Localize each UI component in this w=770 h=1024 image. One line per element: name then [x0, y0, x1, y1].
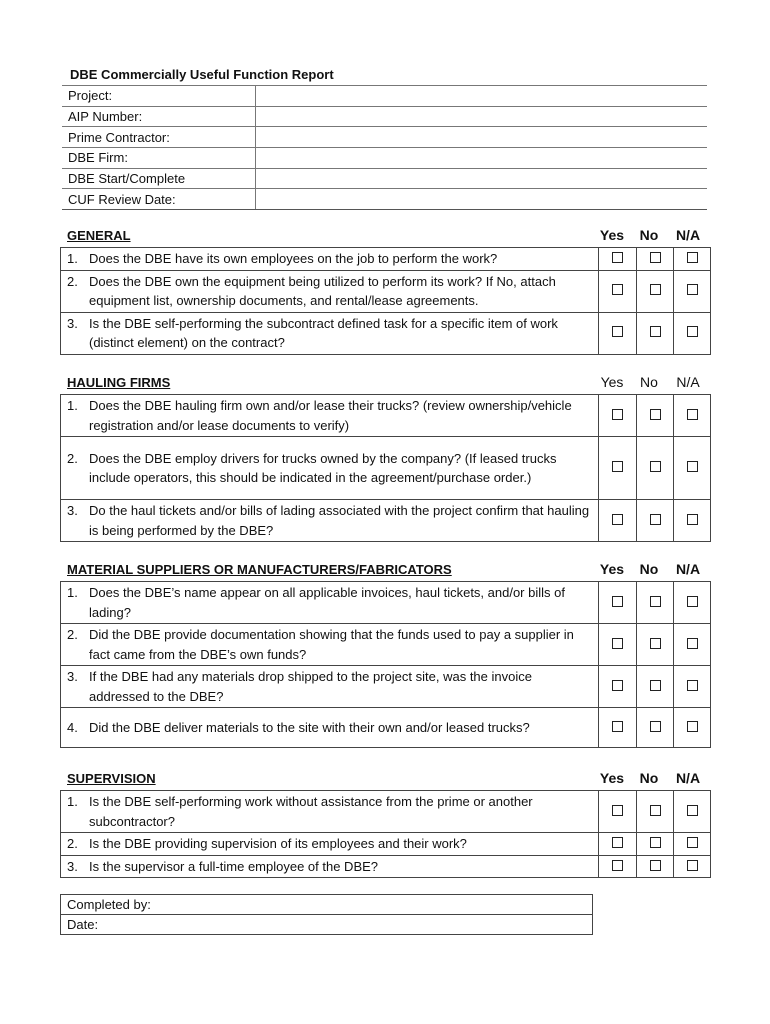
yes-checkbox[interactable]: [612, 514, 623, 525]
question-row: [61, 582, 711, 624]
na-checkbox[interactable]: [687, 409, 698, 420]
question-number: 3.: [67, 315, 78, 331]
no-checkbox[interactable]: [650, 514, 661, 525]
completion-table: [60, 894, 593, 935]
no-checkbox[interactable]: [650, 461, 661, 472]
no-checkbox[interactable]: [650, 837, 661, 848]
info-label-prime: Prime Contractor:: [62, 127, 256, 148]
question-row: [61, 248, 711, 271]
question-text: Does the DBE have its own employees on the job to perform the work?: [89, 251, 498, 266]
question-text: Is the DBE self-performing the subcontract defined task for a specific item of work (distinct element) on the contract?: [89, 315, 558, 350]
question-row: [61, 395, 711, 437]
question-row: [61, 270, 711, 312]
question-row: [61, 708, 711, 748]
info-label-project: Project:: [62, 86, 256, 107]
question-table: [60, 581, 711, 748]
info-label-start: DBE Start/Complete: [62, 168, 256, 189]
no-checkbox[interactable]: [650, 596, 661, 607]
section-title: GENERAL: [67, 228, 131, 243]
info-value-start[interactable]: [256, 168, 708, 189]
col-header-yes: Yes: [599, 227, 625, 243]
na-checkbox[interactable]: [687, 252, 698, 263]
question-number: 1.: [67, 585, 78, 600]
question-number: 2.: [67, 273, 78, 289]
question-table: [60, 247, 711, 355]
no-checkbox[interactable]: [650, 284, 661, 295]
question-number: 2.: [67, 836, 78, 851]
section-title: HAULING FIRMS: [67, 375, 171, 390]
col-header-no: No: [640, 374, 658, 390]
yes-checkbox[interactable]: [612, 284, 623, 295]
question-row: [61, 500, 711, 542]
info-label-aip: AIP Number:: [62, 106, 256, 127]
na-checkbox[interactable]: [687, 596, 698, 607]
question-text: Is the supervisor a full-time employee of the DBE?: [89, 858, 379, 874]
info-label-review: CUF Review Date:: [62, 189, 256, 210]
na-checkbox[interactable]: [687, 837, 698, 848]
no-checkbox[interactable]: [650, 860, 661, 871]
question-text: Is the DBE self-performing work without assistance from the prime or another subcontractor?: [89, 794, 533, 829]
date-field[interactable]: Date:: [61, 915, 593, 935]
na-checkbox[interactable]: [687, 721, 698, 732]
question-number: 2.: [67, 450, 78, 466]
na-checkbox[interactable]: [687, 638, 698, 649]
question-row: [61, 437, 711, 500]
section-hauling: [60, 372, 711, 542]
no-checkbox[interactable]: [650, 326, 661, 337]
yes-checkbox[interactable]: [612, 837, 623, 848]
yes-checkbox[interactable]: [612, 326, 623, 337]
question-text: Do the haul tickets and/or bills of lading associated with the project confirm that hauling is being performed by the DBE?: [89, 503, 590, 538]
question-row: [61, 833, 711, 856]
yes-checkbox[interactable]: [612, 461, 623, 472]
question-row: [61, 624, 711, 666]
question-table: [60, 394, 711, 542]
info-value-project[interactable]: [256, 86, 708, 107]
yes-checkbox[interactable]: [612, 805, 623, 816]
info-label-firm: DBE Firm:: [62, 148, 256, 169]
col-header-na: N/A: [675, 561, 701, 577]
question-number: 1.: [67, 398, 78, 413]
section-general: [60, 225, 711, 355]
no-checkbox[interactable]: [650, 252, 661, 263]
question-text: Does the DBE own the equipment being utilized to perform its work? If No, attach equipment list, ownership documents, and rental/lease agreements.: [89, 273, 556, 308]
no-checkbox[interactable]: [650, 805, 661, 816]
info-value-aip[interactable]: [256, 106, 708, 127]
na-checkbox[interactable]: [687, 284, 698, 295]
question-number: 3.: [67, 858, 78, 874]
yes-checkbox[interactable]: [612, 409, 623, 420]
question-table: [60, 790, 711, 878]
no-checkbox[interactable]: [650, 721, 661, 732]
col-header-yes: Yes: [600, 374, 624, 390]
question-text: Is the DBE providing supervision of its employees and their work?: [89, 836, 467, 851]
question-number: 1.: [67, 251, 78, 266]
yes-checkbox[interactable]: [612, 252, 623, 263]
section-material-suppliers: [60, 559, 711, 748]
col-header-no: No: [639, 227, 659, 243]
question-number: 2.: [67, 627, 78, 642]
no-checkbox[interactable]: [650, 638, 661, 649]
na-checkbox[interactable]: [687, 326, 698, 337]
question-row: [61, 312, 711, 354]
question-text: Does the DBE employ drivers for trucks owned by the company? (If leased trucks include operators, this should be indicated in the agreement/purchase order.): [89, 450, 557, 485]
question-text: Did the DBE deliver materials to the site with their own and/or leased trucks?: [89, 719, 530, 735]
project-info-table: [62, 85, 707, 210]
na-checkbox[interactable]: [687, 680, 698, 691]
info-value-prime[interactable]: [256, 127, 708, 148]
na-checkbox[interactable]: [687, 514, 698, 525]
info-value-firm[interactable]: [256, 148, 708, 169]
form-title: DBE Commercially Useful Function Report: [70, 67, 334, 82]
question-row: [61, 791, 711, 833]
section-supervision: [60, 768, 711, 878]
no-checkbox[interactable]: [650, 409, 661, 420]
yes-checkbox[interactable]: [612, 596, 623, 607]
no-checkbox[interactable]: [650, 680, 661, 691]
info-value-review[interactable]: [256, 189, 708, 210]
col-header-yes: Yes: [599, 770, 625, 786]
question-row: [61, 855, 711, 878]
yes-checkbox[interactable]: [612, 680, 623, 691]
col-header-na: N/A: [675, 227, 701, 243]
question-number: 1.: [67, 794, 78, 809]
yes-checkbox[interactable]: [612, 860, 623, 871]
col-header-na: N/A: [675, 770, 701, 786]
question-number: 3.: [67, 669, 78, 684]
question-number: 4.: [67, 719, 78, 735]
yes-checkbox[interactable]: [612, 721, 623, 732]
na-checkbox[interactable]: [687, 461, 698, 472]
question-text: Does the DBE hauling firm own and/or lease their trucks? (review ownership/vehicle registration and/or lease documents to verify): [89, 398, 572, 433]
na-checkbox[interactable]: [687, 805, 698, 816]
na-checkbox[interactable]: [687, 860, 698, 871]
yes-checkbox[interactable]: [612, 638, 623, 649]
question-text: If the DBE had any materials drop shipped to the project site, was the invoice addressed to the DBE?: [89, 669, 532, 704]
col-header-yes: Yes: [599, 561, 625, 577]
col-header-no: No: [639, 561, 659, 577]
col-header-no: No: [639, 770, 659, 786]
question-number: 3.: [67, 503, 78, 518]
col-header-na: N/A: [676, 374, 700, 390]
completed-by-field[interactable]: Completed by:: [61, 895, 593, 915]
question-row: [61, 666, 711, 708]
question-text: Does the DBE’s name appear on all applicable invoices, haul tickets, and/or bills of lading?: [89, 585, 565, 620]
question-text: Did the DBE provide documentation showing that the funds used to pay a supplier in fact came from the DBE’s own funds?: [89, 627, 574, 662]
section-title: SUPERVISION: [67, 771, 156, 786]
section-title: MATERIAL SUPPLIERS OR MANUFACTURERS/FABRICATORS: [67, 562, 452, 577]
